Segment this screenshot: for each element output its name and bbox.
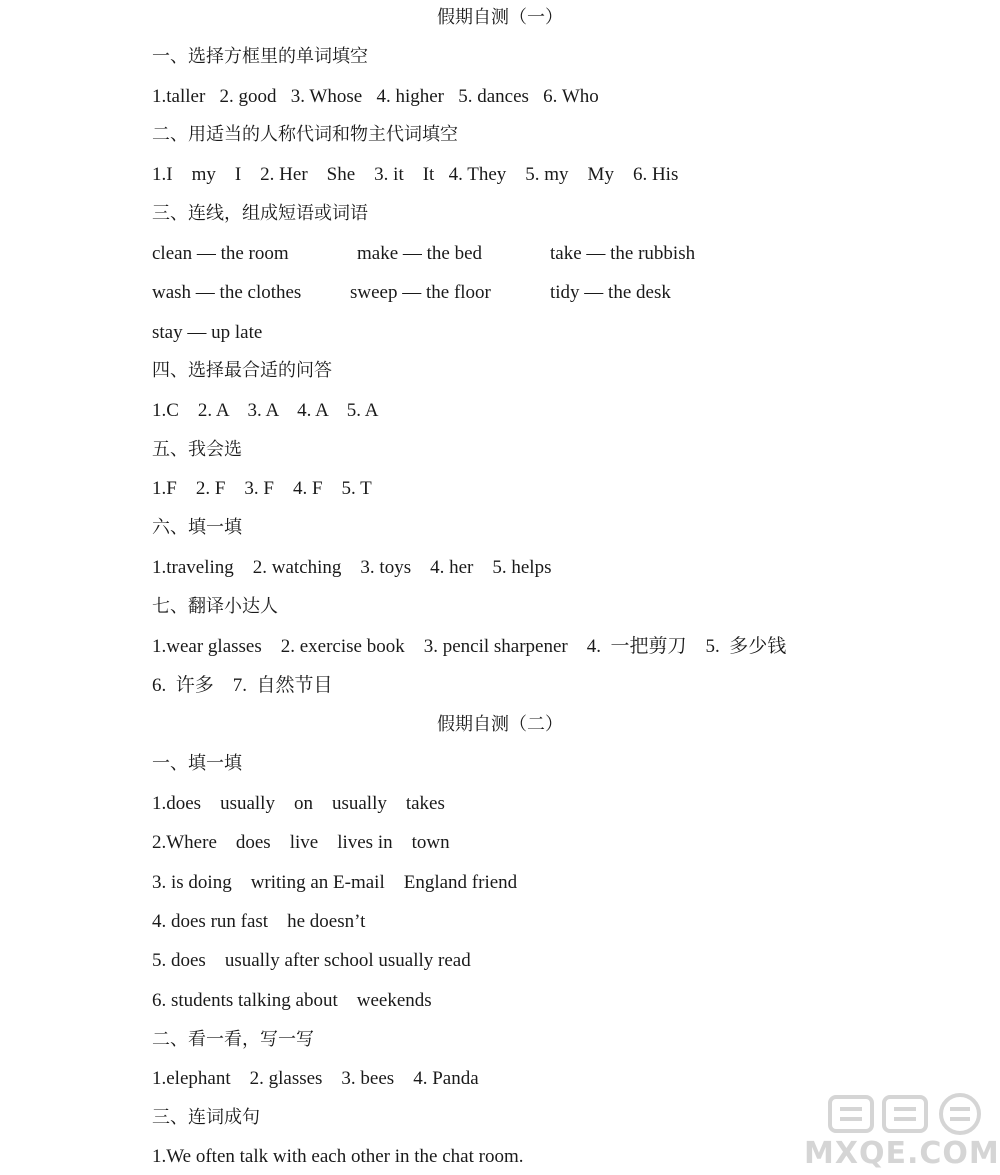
test2-section2-answers: 1.elephant 2. glasses 3. bees 4. Panda xyxy=(152,1068,479,1089)
watermark-site: MXQE.COM xyxy=(804,1136,1000,1171)
test2-section1-line: 1.does usually on usually takes xyxy=(152,793,445,814)
test1-section1-answers: 1.taller 2. good 3. Whose 4. higher 5. dances 6. Who xyxy=(152,86,599,107)
test2-section1-line: 4. does run fast he doesn’t xyxy=(152,911,366,932)
test2-section1-line: 6. students talking about weekends xyxy=(152,990,432,1011)
watermark xyxy=(804,1091,1000,1171)
phrase-match: tidy — the desk xyxy=(550,282,671,303)
test2-section1-line: 3. is doing writing an E-mail England friend xyxy=(152,872,518,893)
test2-section1-heading: 一、填一填 xyxy=(152,753,242,774)
test2-section1-line: 5. does usually after school usually read xyxy=(152,950,471,971)
test1-section4-heading: 四、选择最合适的问答 xyxy=(152,360,332,381)
test1-section5-heading: 五、我会选 xyxy=(152,439,242,460)
phrase-match: take — the rubbish xyxy=(550,243,696,264)
phrase-match: clean — the room xyxy=(152,243,289,264)
test2-section2-heading: 二、看一看，写一写 xyxy=(152,1029,314,1050)
phrase-match: sweep — the floor xyxy=(350,282,491,303)
test2-section3-heading: 三、连词成句 xyxy=(152,1107,260,1128)
phrase-match: make — the bed xyxy=(357,243,483,264)
test1-section7-heading: 七、翻译小达人 xyxy=(152,596,278,617)
test1-section5-answers: 1.F 2. F 3. F 4. F 5. T xyxy=(152,478,372,499)
test1-section6-answers: 1.traveling 2. watching 3. toys 4. her 5. helps xyxy=(152,557,552,578)
test1-section3-row2 xyxy=(152,281,852,305)
test2-title: 假期自测（二） xyxy=(437,714,563,735)
test1-section2-answers: 1.I my I 2. Her She 3. it It 4. They 5. my My 6. His xyxy=(152,164,679,185)
test1-section7-answers-a: 1.wear glasses 2. exercise book 3. pencil sharpener 4. 一把剪刀 5. 多少钱 xyxy=(152,636,787,657)
test1-section3-row3: stay — up late xyxy=(152,322,263,343)
test1-section7-answers-b: 6. 许多 7. 自然节目 xyxy=(152,675,333,696)
test1-title: 假期自测（一） xyxy=(437,7,563,28)
test2-section3-line1: 1.We often talk with each other in the chat room. xyxy=(152,1146,524,1167)
test1-section2-heading: 二、用适当的人称代词和物主代词填空 xyxy=(152,124,458,145)
test1-section3-heading: 三、连线，组成短语或词语 xyxy=(152,203,368,224)
test1-section1-heading: 一、选择方框里的单词填空 xyxy=(152,46,368,67)
test1-section4-answers: 1.C 2. A 3. A 4. A 5. A xyxy=(152,400,379,421)
test1-section3-row1 xyxy=(152,242,852,266)
watermark-logo-icon xyxy=(828,1091,988,1135)
test2-section1-line: 2.Where does live lives in town xyxy=(152,832,450,853)
phrase-match: wash — the clothes xyxy=(152,282,302,303)
test1-section6-heading: 六、填一填 xyxy=(152,517,242,538)
